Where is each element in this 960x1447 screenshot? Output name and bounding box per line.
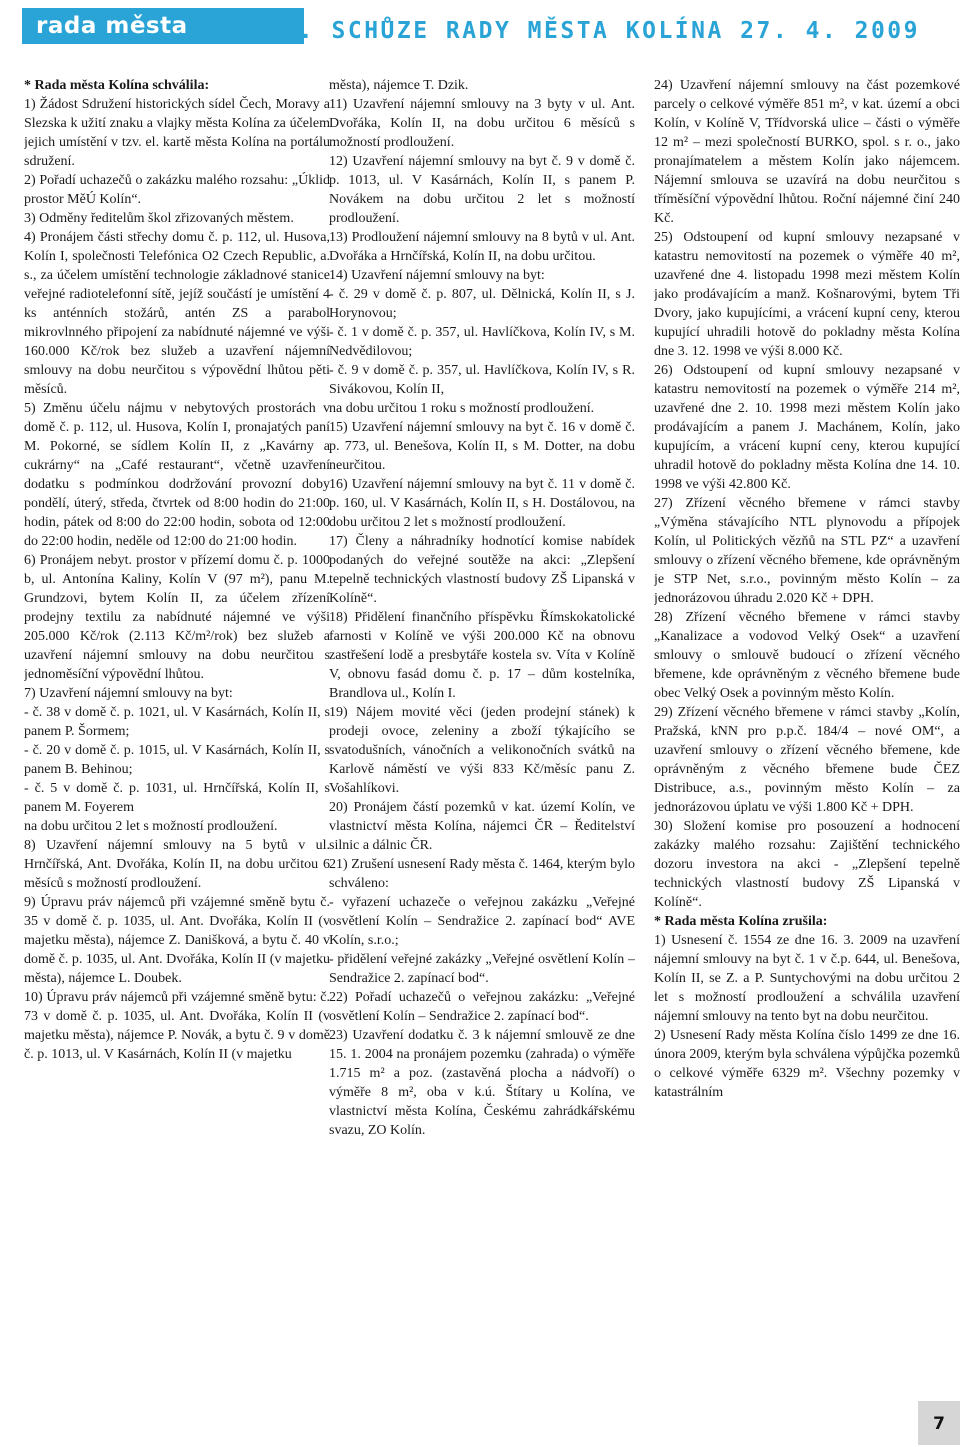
resolution-paragraph: 14) Uzavření nájemní smlouvy na byt: <box>329 268 545 283</box>
resolution-paragraph: 22) Pořadí uchazečů o veřejnou zakázku: „Veřejné osvětlení Kolín – Sendražice 2. zapínací bod“. <box>329 990 635 1024</box>
resolution-paragraph: - č. 5 v domě č. p. 1031, ul. Hrnčířská, Kolín II, s panem M. Foyerem <box>24 781 330 815</box>
text-column-1 <box>24 76 330 1401</box>
resolution-paragraph: 27) Zřízení věcného břemene v rámci stavby „Výměna stávajícího NTL plynovodu a přípojek Kolín, ul Politických vězňů na STL PZ“ a uzavření smlouvy o zřízení věcného břemene, kde oprávněným je STP Net, s.r.o., povinným město Kolín – za jednorázovou úhradu 2.020 Kč + DPH. <box>654 496 960 606</box>
resolution-paragraph: 10) Úpravu práv nájemců při vzájemné směně bytu: č. 73 v domě č. p. 1035, ul. Ant. Dvořáka, Kolín II (v majetku města), nájemce P. Novák, a bytu č. 9 v domě č. p. 1013, ul. V Kasárnách, Kolín II (v majetku <box>24 990 330 1062</box>
resolution-paragraph: 7) Uzavření nájemní smlouvy na byt: <box>24 686 233 701</box>
resolution-paragraph: - č. 9 v domě č. p. 357, ul. Havlíčkova, Kolín IV, s R. Sivákovou, Kolín II, <box>329 363 635 397</box>
resolution-paragraph: 3) Odměny ředitelům škol zřizovaných městem. <box>24 211 294 226</box>
resolution-paragraph: - č. 1 v domě č. p. 357, ul. Havlíčkova, Kolín IV, s M. Nedvědilovou; <box>329 325 635 359</box>
section-tag: rada města <box>22 8 304 44</box>
resolution-paragraph: na dobu určitou 1 roku s možností prodloužení. <box>329 401 595 416</box>
section-heading: * Rada města Kolína schválila: <box>24 78 210 93</box>
resolution-paragraph: 12) Uzavření nájemní smlouvy na byt č. 9 v domě č. p. 1013, ul. V Kasárnách, Kolín II, s panem P. Novákem na dobu určitou 2 let s možností prodloužení. <box>329 154 635 226</box>
resolution-paragraph: 19) Nájem movité věci (jeden prodejní stánek) k prodeji ovoce, zeleniny a zboží týkajícího se svatodušních, vánočních a velikonočních svátků na Karlově náměstí ve výši 833 Kč/měsíc panu Z. Vošahlíkovi. <box>329 705 635 796</box>
resolution-paragraph: - č. 29 v domě č. p. 807, ul. Dělnická, Kolín II, s J. Horynovou; <box>329 287 635 321</box>
resolution-paragraph: 2) Usnesení Rady města Kolína číslo 1499 ze dne 16. února 2009, kterým byla schválena výpůjčka pozemků o celkové výměře 6329 m². Všechny pozemky v katastrálním <box>654 1028 960 1100</box>
resolution-paragraph: 20) Pronájem částí pozemků v kat. území Kolín, ve vlastnictví města Kolína, nájemci ČR – Ředitelství silnic a dálnic ČR. <box>329 800 635 853</box>
resolution-paragraph: 15) Uzavření nájemní smlouvy na byt č. 16 v domě č. p. 773, ul. Benešova, Kolín II, s M. Dotter, na dobu neurčitou. <box>329 420 635 473</box>
resolution-paragraph: 9) Úpravu práv nájemců při vzájemné směně bytu č. 35 v domě č. p. 1035, ul. Ant. Dvořáka, Kolín II (v majetku města), nájemce Z. Danišková, a bytu č. 40 v domě č. p. 1035, ul. Ant. Dvořáka, Kolín II (v majetku města), nájemce L. Doubek. <box>24 895 330 986</box>
resolution-paragraph: - přidělení veřejné zakázky „Veřejné osvětlení Kolín – Sendražice 2. zapínací bod“. <box>329 952 635 986</box>
resolution-paragraph: města), nájemce T. Dzik. <box>329 78 469 93</box>
resolution-paragraph: 30) Složení komise pro posouzení a hodnocení zakázky malého rozsahu: Zajištění technického dozoru investora na akci - „Zlepšení tepelně technických vlastností budovy ZŠ Lipanská v Kolíně“. <box>654 819 960 910</box>
resolution-paragraph: 5) Změnu účelu nájmu v nebytových prostorách v domě č. p. 112, ul. Husova, Kolín I, pronajatých paní M. Pokorné, se sídlem Kolín II, z „Kavárny a cukrárny“ na „Café restaurant“, včetně uzavření dodatku s podmínkou dodržování provozní doby pondělí, úterý, středa, čtvrtek od 8:00 hodin do 21:00 hodin, pátek od 8:00 do 22:00 hodin, sobota od 12:00 do 22:00 hodin, neděle od 12:00 do 21:00 hodin. <box>24 401 330 549</box>
resolution-paragraph: - č. 20 v domě č. p. 1015, ul. V Kasárnách, Kolín II, s panem B. Behinou; <box>24 743 330 777</box>
resolution-paragraph: 1) Žádost Sdružení historických sídel Čech, Moravy a Slezska k užití znaku a vlajky města Kolína za účelem jejich umístění v tzv. el. kartě města Kolína na portálu sdružení. <box>24 97 330 169</box>
issue-title: 105. SCHŮZE RADY MĚSTA KOLÍNA 27. 4. 2009 <box>249 18 920 44</box>
resolution-paragraph: 17) Členy a náhradníky hodnotící komise nabídek podaných do veřejné soutěže na akci: „Zlepšení tepelně technických vlastností budovy ZŠ Lipanská v Kolíně“. <box>329 534 635 606</box>
resolution-paragraph: 24) Uzavření nájemní smlouvy na část pozemkové parcely o celkové výměře 851 m², v kat. území a obci Kolín, v Kolíně V, Třídvorská ulice – části o výměře 12 m² – mezi společností BURKO, spol. s r. o., jako pronajímatelem a městem Kolín jako nájemcem. Nájemní smlouva se uzavírá na dobu neurčitou s tříměsíční výpovědní lhůtou. Roční nájemné činí 240 Kč. <box>654 78 960 226</box>
resolution-paragraph: 26) Odstoupení od kupní smlouvy nezapsané v katastru nemovitostí na pozemek o výměře 214 m², uzavřené dne 2. 10. 1998 mezi městem Kolín jako prodávajícím a panem J. Machánem, Kolín, jako kupujícím, a vrácení kupní ceny, kterou kupující uhradil hotově do pokladny města Kolína dne 14. 10. 1998 ve výši 42.800 Kč. <box>654 363 960 492</box>
resolution-paragraph: 29) Zřízení věcného břemene v rámci stavby „Kolín, Pražská, kNN pro p.p.č. 184/4 – nové OM“, a uzavření smlouvy o zřízení věcného břemene, kde oprávněným z věcného břemene bude ČEZ Distribuce, a.s., povinným město Kolín – za jednorázovou úplatu ve výši 1.800 Kč + DPH. <box>654 705 960 815</box>
resolution-paragraph: 21) Zrušení usnesení Rady města č. 1464, kterým bylo schváleno: <box>329 857 635 891</box>
resolution-paragraph: 6) Pronájem nebyt. prostor v přízemí domu č. p. 1000 b, ul. Antonína Kaliny, Kolín V (97 m²), panu M. Grundzovi, bytem Kolín II, za účelem zřízení prodejny textilu za nabídnuté nájemné ve výši 205.000 Kč/rok (2.113 Kč/m²/rok) bez služeb a uzavření nájemní smlouvy na dobu neurčitou s jednoměsíční výpovědní lhůtou. <box>24 553 330 682</box>
resolution-paragraph: 25) Odstoupení od kupní smlouvy nezapsané v katastru nemovitostí na pozemek o výměře 40 m², uzavřené dne 4. listopadu 1998 mezi městem Kolín jako prodávajícím a manž. Košnarovými, bytem Tři Dvory, jako kupujícími, a vrácení kupní ceny, kterou kupující uhradili hotově do pokladny města Kolína dne 3. 12. 1998 ve výši 8.000 Kč. <box>654 230 960 359</box>
resolution-paragraph: 13) Prodloužení nájemní smlouvy na 8 bytů v ul. Ant. Dvořáka a Hrnčířská, Kolín II, na dobu určitou. <box>329 230 635 264</box>
resolution-paragraph: 2) Pořadí uchazečů o zakázku malého rozsahu: „Úklid prostor MěÚ Kolín“. <box>24 173 330 207</box>
resolution-paragraph: 16) Uzavření nájemní smlouvy na byt č. 11 v domě č. p. 160, ul. V Kasárnách, Kolín II, s H. Dostálovou, na dobu určitou 2 let s možností prodloužení. <box>329 477 635 530</box>
resolution-paragraph: 4) Pronájem části střechy domu č. p. 112, ul. Husova, Kolín I, společnosti Telefónica O2 Czech Republic, a. s., za účelem umístění technologie základnové stanice veřejné radiotelefonní sítě, jejíž součástí je umístění 4 ks anténních stožárů, antén ZS a parabol mikrovlnného připojení za nabídnuté nájemné ve výši 160.000 Kč/rok bez služeb a uzavření nájemní smlouvy na dobu neurčitou s výpovědní lhůtou pěti měsíců. <box>24 230 330 397</box>
resolution-paragraph: 8) Uzavření nájemní smlouvy na 5 bytů v ul. Hrnčířská, Ant. Dvořáka, Kolín II, na dobu určitou 6 měsíců s možností prodloužení. <box>24 838 330 891</box>
text-column-2 <box>329 76 635 1401</box>
page-number: 7 <box>918 1401 960 1445</box>
resolution-paragraph: 23) Uzavření dodatku č. 3 k nájemní smlouvě ze dne 15. 1. 2004 na pronájem pozemku (zahrada) o výměře 1.715 m² a poz. (zastavěná plocha a nádvoří) o výměře 8 m², oba v k.ú. Štítary u Kolína, ve vlastnictví města Kolína, Českému zahrádkářskému svazu, ZO Kolín. <box>329 1028 635 1138</box>
resolution-paragraph: na dobu určitou 2 let s možností prodloužení. <box>24 819 278 834</box>
resolution-paragraph: 1) Usnesení č. 1554 ze dne 16. 3. 2009 na uzavření nájemní smlouvy na byt č. 1 v č.p. 644, ul. Benešova, Kolín II, se Z. a P. Suntychovými na dobu určitou 2 let s možností prodloužení a schválila uzavření nájemní smlouvy na tento byt na dobu neurčitou. <box>654 933 960 1024</box>
text-column-3 <box>654 76 960 1401</box>
resolution-paragraph: 28) Zřízení věcného břemene v rámci stavby „Kanalizace a vodovod Velký Osek“ a uzavření smlouvy o smlouvě budoucí o zřízení věcného břemene, kde oprávněným z věcného břemene bude obec Velký Osek a povinným město Kolín. <box>654 610 960 701</box>
resolution-paragraph: 18) Přidělení finančního příspěvku Římskokatolické farnosti v Kolíně ve výši 200.000 Kč na obnovu zastřešení lodě a presbytáře kostela sv. Víta v Kolíně V, obnovu fasád domu č. p. 17 – dům kostelníka, Brandlova ul., Kolín I. <box>329 610 635 701</box>
resolution-paragraph: 11) Uzavření nájemní smlouvy na 3 byty v ul. Ant. Dvořáka, Kolín II, na dobu určitou 6 měsíců s možností prodloužení. <box>329 97 635 150</box>
page-header <box>0 0 960 70</box>
resolution-paragraph: - č. 38 v domě č. p. 1021, ul. V Kasárnách, Kolín II, s panem P. Šormem; <box>24 705 330 739</box>
resolution-paragraph: - vyřazení uchazeče o veřejnou zakázku „Veřejné osvětlení Kolín – Sendražice 2. zapínací bod“ AVE Kolín, s.r.o.; <box>329 895 635 948</box>
section-heading: * Rada města Kolína zrušila: <box>654 914 828 929</box>
